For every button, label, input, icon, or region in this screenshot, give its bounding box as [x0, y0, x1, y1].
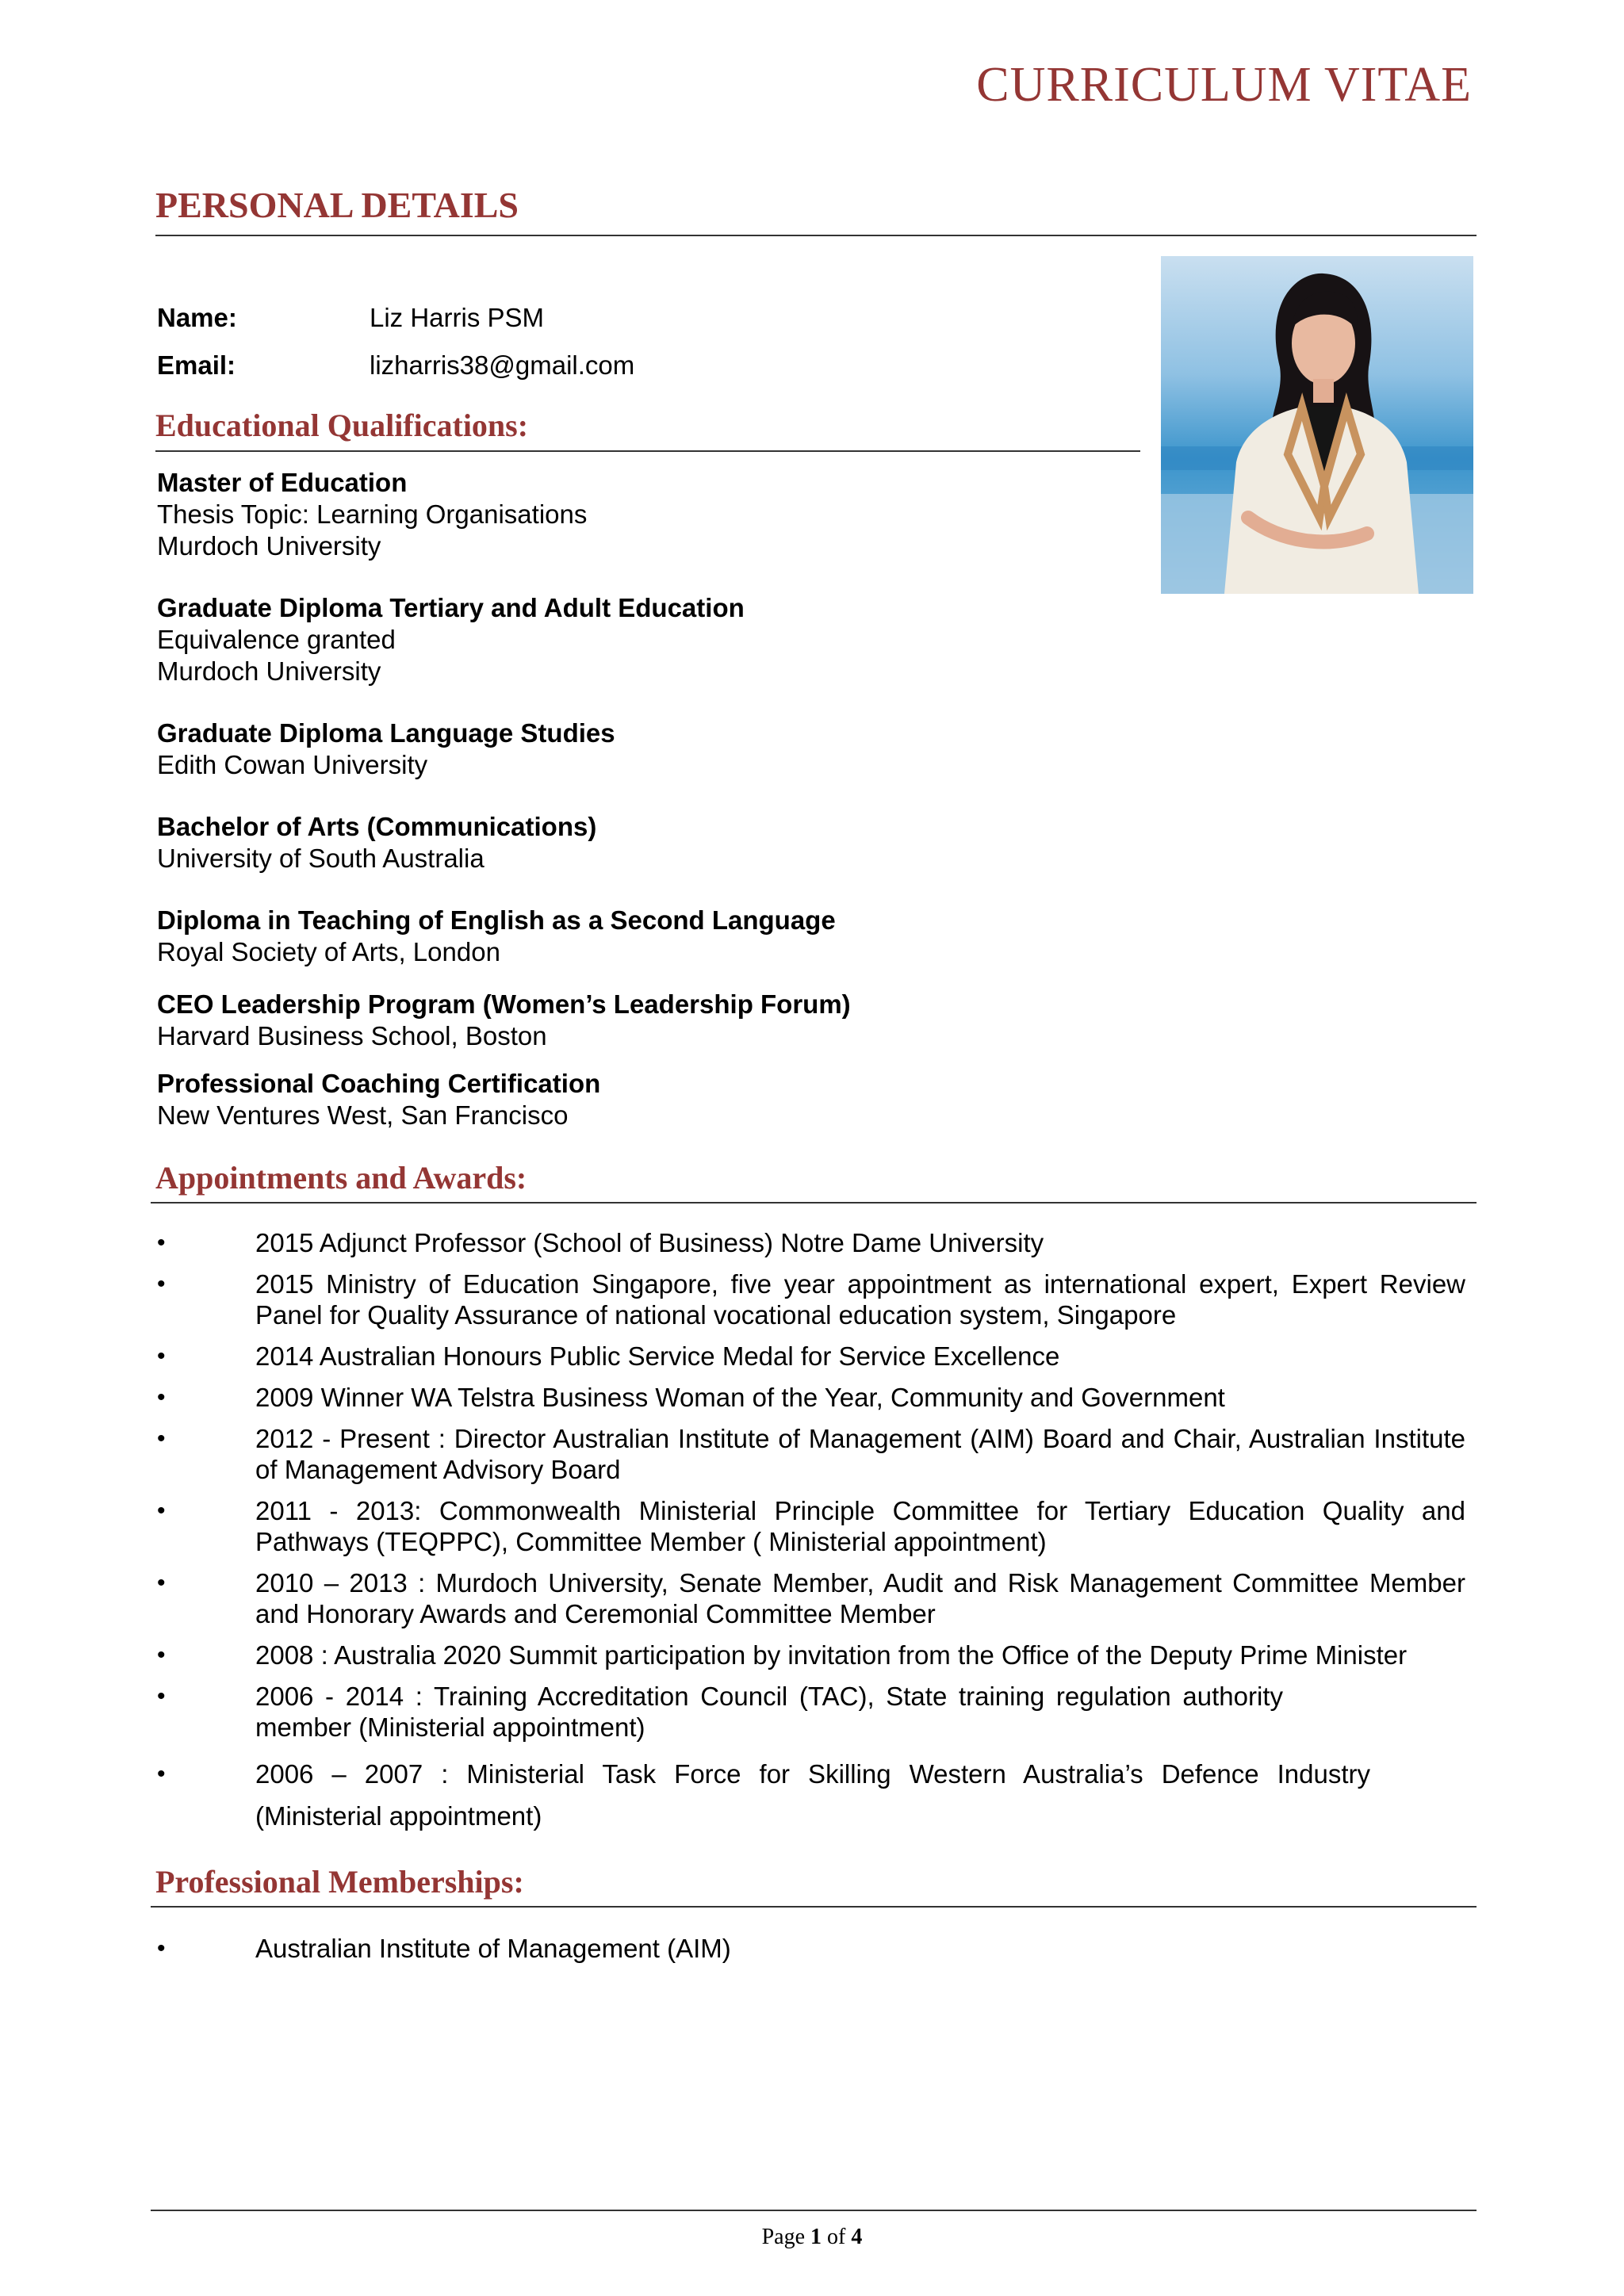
personal-details-heading: PERSONAL DETAILS — [155, 185, 519, 225]
qualification-title: Graduate Diploma Language Studies — [157, 718, 615, 748]
page-total: 4 — [851, 2225, 863, 2249]
page-current: 1 — [810, 2225, 822, 2249]
list-item — [157, 1269, 1465, 1330]
qualification-item — [157, 811, 1109, 874]
appointment-text: 2010 – 2013 : Murdoch University, Senate Member, Audit and Risk Management Committee Member and Honorary Awards and Ceremonial Committee Member — [255, 1568, 1465, 1628]
appointment-text: 2006 - 2014 : Training Accreditation Council (TAC), State training regulation authority member (Ministerial appointment) — [255, 1682, 1283, 1742]
appointments-heading: Appointments and Awards: — [155, 1160, 527, 1196]
qualification-item — [157, 905, 1109, 968]
footer-rule — [151, 2210, 1477, 2211]
qualification-line: Murdoch University — [157, 531, 381, 561]
qualification-line: Murdoch University — [157, 656, 381, 686]
memberships-list — [157, 1933, 1465, 1964]
bullet-icon: • — [157, 1498, 166, 1524]
membership-text: Australian Institute of Management (AIM) — [255, 1934, 731, 1963]
qualification-line: Royal Society of Arts, London — [157, 937, 500, 966]
education-heading: Educational Qualifications: — [155, 408, 529, 443]
education-rule — [155, 450, 1140, 452]
qualification-item — [157, 592, 1109, 687]
list-item — [157, 1495, 1465, 1557]
qualification-line: University of South Australia — [157, 844, 485, 873]
qualification-item — [157, 718, 1109, 781]
memberships-heading: Professional Memberships: — [155, 1864, 524, 1900]
bullet-icon: • — [157, 1570, 166, 1596]
list-item — [157, 1640, 1465, 1670]
qualification-line: Equivalence granted — [157, 625, 396, 654]
bullet-icon: • — [157, 1343, 166, 1369]
appointment-text: 2011 - 2013: Commonwealth Ministerial Principle Committee for Tertiary Education Quality and Pathways (TEQPPC), Committee Member ( Ministerial appointment) — [255, 1496, 1465, 1556]
document-title: CURRICULUM VITAE — [976, 58, 1472, 112]
bullet-icon: • — [157, 1935, 166, 1961]
list-item — [157, 1681, 1465, 1743]
email-label: Email: — [157, 350, 236, 380]
bullet-icon: • — [157, 1230, 166, 1256]
qualification-line: Edith Cowan University — [157, 750, 428, 779]
qualification-item — [157, 989, 1109, 1052]
qualification-title: Bachelor of Arts (Communications) — [157, 812, 597, 841]
appointment-text: 2014 Australian Honours Public Service Medal for Service Excellence — [255, 1341, 1060, 1371]
qualification-item — [157, 1068, 1109, 1131]
of-word: of — [827, 2225, 846, 2249]
qualification-item — [157, 467, 1109, 562]
qualification-line: Thesis Topic: Learning Organisations — [157, 499, 588, 529]
bullet-icon: • — [157, 1384, 166, 1410]
qualification-title: Diploma in Teaching of English as a Second Language — [157, 905, 836, 935]
page-word: Page — [761, 2225, 806, 2249]
qualification-title: CEO Leadership Program (Women’s Leadership Forum) — [157, 989, 851, 1019]
bullet-icon: • — [157, 1271, 166, 1297]
email-value[interactable]: lizharris38@gmail.com — [370, 350, 635, 380]
list-item — [157, 1382, 1465, 1413]
appointment-text: 2006 – 2007 : Ministerial Task Force for Skilling Western Australia’s Defence Industry (Ministerial appointment) — [255, 1759, 1370, 1831]
qualification-title: Professional Coaching Certification — [157, 1069, 601, 1098]
list-item — [157, 1227, 1465, 1258]
appointment-text: 2008 : Australia 2020 Summit participation by invitation from the Office of the Deputy Prime Minister — [255, 1640, 1408, 1670]
appointment-text: 2015 Ministry of Education Singapore, five year appointment as international expert, Expert Review Panel for Quality Assurance of national vocational education system, Singapore — [255, 1269, 1465, 1330]
profile-photo — [1161, 256, 1473, 594]
name-row — [157, 303, 544, 333]
email-row — [157, 350, 634, 381]
bullet-icon: • — [157, 1761, 166, 1787]
name-label: Name: — [157, 303, 237, 332]
list-item — [157, 1753, 1465, 1837]
appointment-text: 2009 Winner WA Telstra Business Woman of the Year, Community and Government — [255, 1383, 1225, 1412]
appointment-text: 2012 - Present : Director Australian Institute of Management (AIM) Board and Chair, Australian Institute of Management Advisory Board — [255, 1424, 1465, 1484]
bullet-icon: • — [157, 1425, 166, 1452]
list-item — [157, 1933, 1465, 1964]
list-item — [157, 1341, 1465, 1372]
list-item — [157, 1423, 1465, 1485]
qualification-line: New Ventures West, San Francisco — [157, 1100, 569, 1130]
page-number — [0, 2225, 1624, 2250]
appointments-rule — [151, 1202, 1477, 1203]
bullet-icon: • — [157, 1642, 166, 1668]
list-item — [157, 1567, 1465, 1629]
qualification-title: Master of Education — [157, 468, 408, 497]
qualification-line: Harvard Business School, Boston — [157, 1021, 547, 1050]
name-value: Liz Harris PSM — [370, 303, 545, 332]
qualification-title: Graduate Diploma Tertiary and Adult Education — [157, 593, 745, 622]
personal-details-rule — [155, 235, 1477, 236]
bullet-icon: • — [157, 1683, 166, 1709]
appointments-list — [157, 1227, 1465, 1837]
memberships-rule — [151, 1906, 1477, 1908]
appointment-text: 2015 Adjunct Professor (School of Business) Notre Dame University — [255, 1228, 1044, 1257]
education-list — [157, 467, 1109, 1131]
